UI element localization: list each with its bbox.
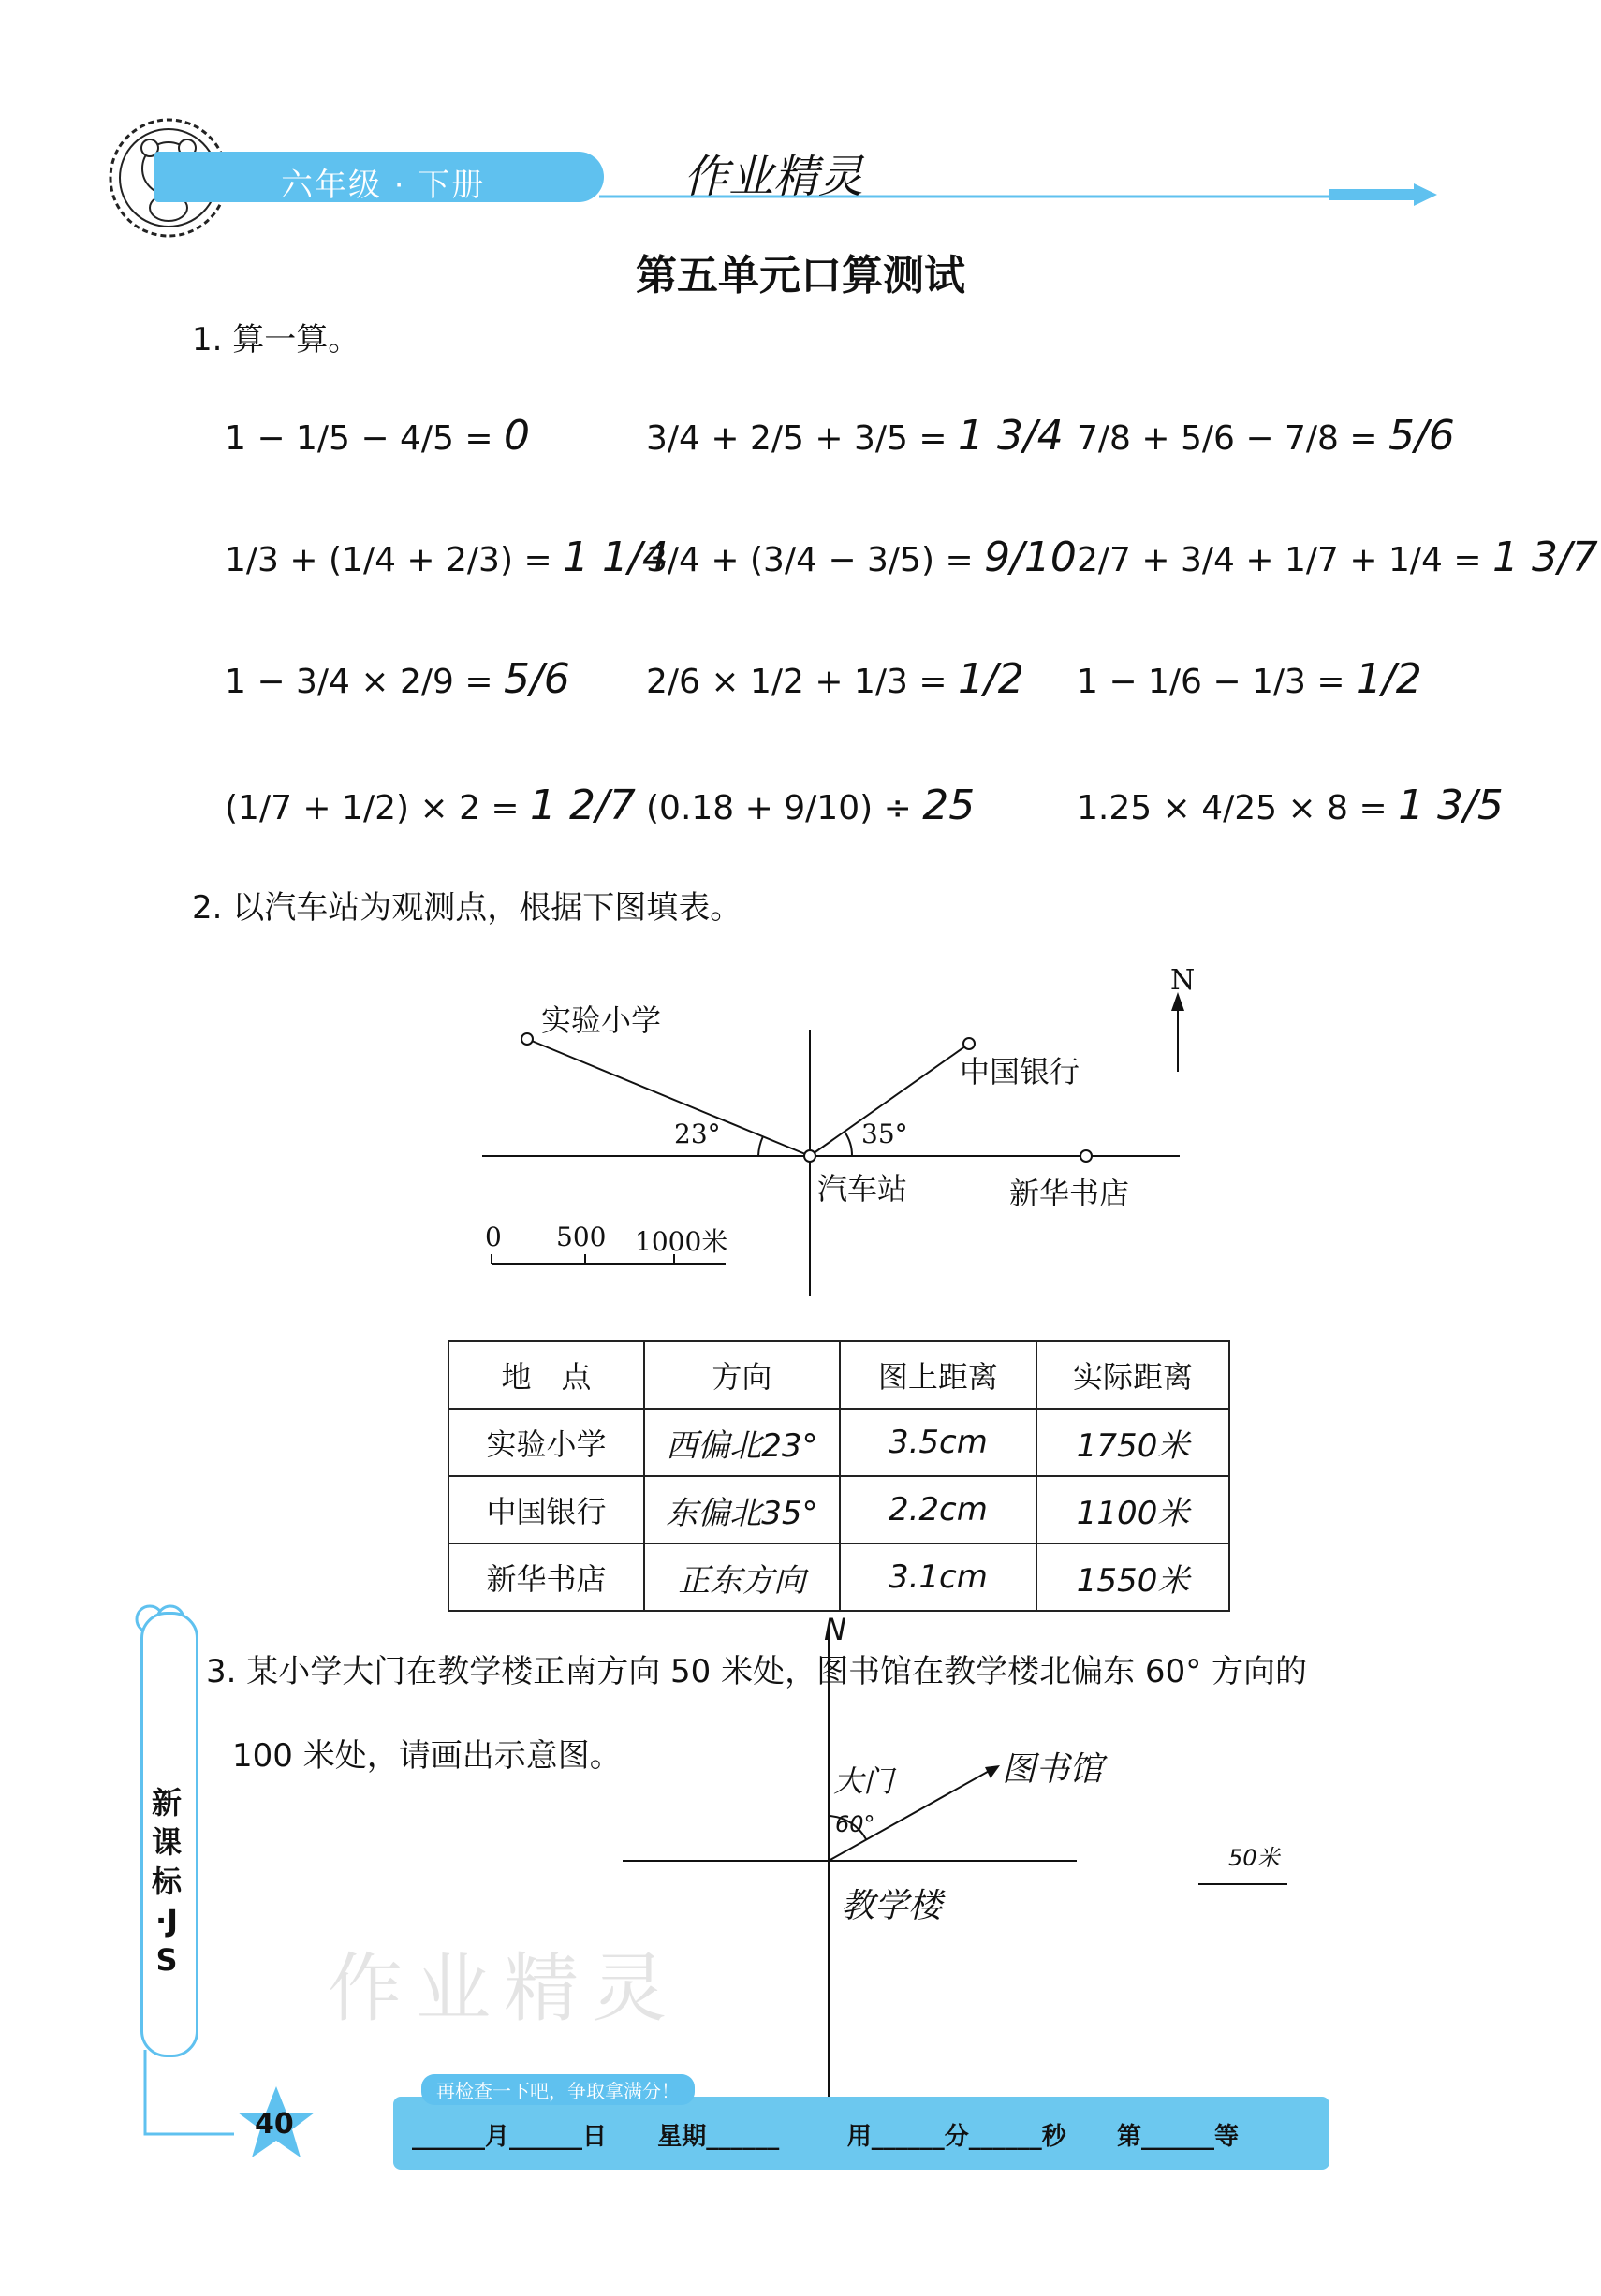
- q1-item: 2/6 × 1/2 + 1/3 = 1/2: [646, 655, 1024, 703]
- angle-arc-school: [758, 1136, 763, 1156]
- footer-fields: ______月______日 星期______ 用______分______秒 第______等: [412, 2123, 1240, 2151]
- bank-label: 中国银行: [960, 1054, 1080, 1090]
- q3-sketch: [0, 1591, 1601, 2115]
- station-point: [804, 1150, 815, 1162]
- scale-label-500: 500: [556, 1221, 607, 1252]
- bookstore-point: [1080, 1150, 1092, 1162]
- table-cell: 正东方向: [644, 1543, 840, 1611]
- school-label: 实验小学: [541, 1002, 662, 1038]
- table-cell: 1100米: [1036, 1476, 1229, 1543]
- station-label: 汽车站: [817, 1171, 908, 1206]
- table-cell: 中国银行: [448, 1476, 644, 1543]
- q2-label: 2. 以汽车站为观测点，根据下图填表。: [192, 889, 742, 927]
- q1-item: 1 − 1/6 − 1/3 = 1/2: [1077, 655, 1422, 703]
- grade-label: 六年级 · 下册: [281, 167, 486, 204]
- table-cell: 东偏北35°: [644, 1476, 840, 1543]
- bookstore-label: 新华书店: [1009, 1176, 1130, 1211]
- sketch-angle-label: 60°: [835, 1811, 875, 1837]
- q1-item: (0.18 + 9/10) ÷ 25: [646, 782, 976, 829]
- table-header: 实际距离: [1036, 1341, 1229, 1409]
- q1-item: 7/8 + 5/6 − 7/8 = 5/6: [1077, 412, 1455, 460]
- answer-table: [448, 1340, 1230, 1612]
- table-cell: 2.2cm: [840, 1476, 1036, 1543]
- q1-item: (1/7 + 1/2) × 2 = 1 2/7: [225, 782, 636, 829]
- line-to-school: [527, 1039, 810, 1156]
- table-cell: 实验小学: [448, 1409, 644, 1476]
- north-label: N: [1170, 964, 1196, 997]
- sketch-scale-label: 50米: [1228, 1845, 1280, 1871]
- q3-line2: 100 米处，请画出示意图。: [232, 1737, 622, 1775]
- q1-item: 3/4 + (3/4 − 3/5) = 9/10: [646, 534, 1077, 581]
- school-point: [521, 1033, 533, 1045]
- sketch-gate-label: 大门: [833, 1763, 894, 1799]
- q3-line1: 3. 某小学大门在教学楼正南方向 50 米处，图书馆在教学楼北偏东 60° 方向的: [206, 1653, 1308, 1690]
- page-number: 40: [255, 2108, 294, 2141]
- q1-item: 3/4 + 2/5 + 3/5 = 1 3/4: [646, 412, 1064, 460]
- page-title: 第五单元口算测试: [636, 252, 965, 300]
- q1-item: 1 − 3/4 × 2/9 = 5/6: [225, 655, 570, 703]
- angle-arc-bank: [845, 1132, 852, 1156]
- side-label: 新课标·JS: [151, 1785, 182, 1978]
- table-header: 方向: [644, 1341, 840, 1409]
- q1-label: 1. 算一算。: [192, 321, 360, 358]
- sketch-north-label: N: [824, 1612, 846, 1647]
- q1-item: 2/7 + 3/4 + 1/7 + 1/4 = 1 3/7: [1077, 534, 1598, 581]
- q1-item: 1 − 1/5 − 4/5 = 0: [225, 412, 530, 460]
- sketch-library-label: 图书馆: [1002, 1750, 1104, 1789]
- table-header-row: [448, 1341, 1229, 1409]
- sketch-building-label: 教学楼: [841, 1887, 943, 1925]
- table-cell: 1550米: [1036, 1543, 1229, 1611]
- table-cell: 3.1cm: [840, 1543, 1036, 1611]
- table-cell: 新华书店: [448, 1543, 644, 1611]
- brand-handwritten: 作业精灵: [683, 151, 864, 203]
- watermark: 作业精灵: [328, 1945, 680, 2032]
- table-row: [448, 1409, 1229, 1476]
- angle-bank-label: 35°: [861, 1119, 908, 1149]
- q1-item: 1.25 × 4/25 × 8 = 1 3/5: [1077, 782, 1504, 829]
- q1-item: 1/3 + (1/4 + 2/3) = 1 1/4: [225, 534, 668, 581]
- table-cell: 西偏北23°: [644, 1409, 840, 1476]
- scale-label-1000: 1000米: [635, 1226, 728, 1257]
- angle-school-label: 23°: [674, 1119, 721, 1149]
- table-cell: 3.5cm: [840, 1409, 1036, 1476]
- table-header: 图上距离: [840, 1341, 1036, 1409]
- footer-tip: 再检查一下吧，争取拿满分！: [421, 2074, 695, 2105]
- scale-label-0: 0: [485, 1221, 502, 1252]
- table-header: 地 点: [448, 1341, 644, 1409]
- table-cell: 1750米: [1036, 1409, 1229, 1476]
- table-row: [448, 1476, 1229, 1543]
